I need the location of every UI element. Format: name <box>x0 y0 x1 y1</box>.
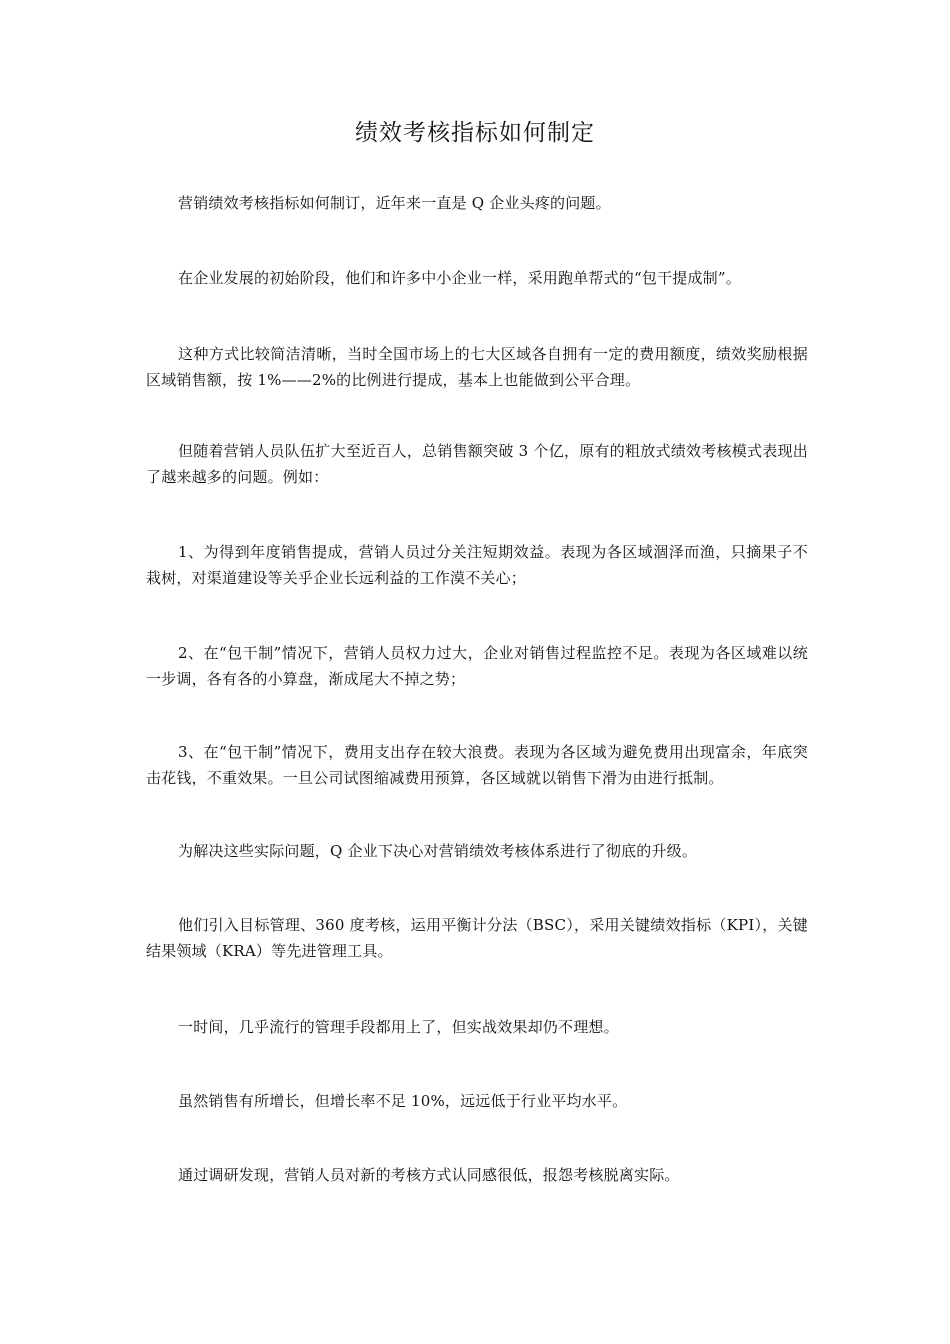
paragraph-8: 为解决这些实际问题，Q 企业下决心对营销绩效考核体系进行了彻底的升级。 <box>178 842 698 860</box>
paragraph-4: 但随着营销人员队伍扩大至近百人，总销售额突破 3 个亿，原有的粗放式绩效考核模式表现出了越来越多的问题。例如： <box>146 442 808 486</box>
paragraph-6: 2、在“包干制”情况下，营销人员权力过大，企业对销售过程监控不足。表现为各区域难以统一步调，各有各的小算盘，渐成尾大不掉之势； <box>146 644 808 688</box>
paragraph-2: 在企业发展的初始阶段，他们和许多中小企业一样，采用跑单帮式的“包干提成制”。 <box>178 269 741 287</box>
paragraph-1: 营销绩效考核指标如何制订，近年来一直是 Q 企业头疼的问题。 <box>178 194 611 212</box>
paragraph-3: 这种方式比较简洁清晰，当时全国市场上的七大区域各自拥有一定的费用额度，绩效奖励根据区域销售额，按 1%——2%的比例进行提成，基本上也能做到公平合理。 <box>146 345 808 389</box>
document-title: 绩效考核指标如何制定 <box>355 120 595 146</box>
paragraph-11: 虽然销售有所增长，但增长率不足 10%，远远低于行业平均水平。 <box>178 1092 628 1110</box>
paragraph-12: 通过调研发现，营销人员对新的考核方式认同感很低，报怨考核脱离实际。 <box>178 1166 680 1184</box>
paragraph-5: 1、为得到年度销售提成，营销人员过分关注短期效益。表现为各区域涸泽而渔，只摘果子不栽树，对渠道建设等关乎企业长远利益的工作漠不关心； <box>146 543 808 587</box>
paragraph-9: 他们引入目标管理、360 度考核，运用平衡计分法（BSC），采用关键绩效指标（KPI），关键结果领域（KRA）等先进管理工具。 <box>146 916 808 960</box>
paragraph-7: 3、在“包干制”情况下，费用支出存在较大浪费。表现为各区域为避免费用出现富余，年底突击花钱，不重效果。一旦公司试图缩减费用预算，各区域就以销售下滑为由进行抵制。 <box>146 743 808 787</box>
paragraph-10: 一时间，几乎流行的管理手段都用上了，但实战效果却仍不理想。 <box>178 1018 619 1036</box>
